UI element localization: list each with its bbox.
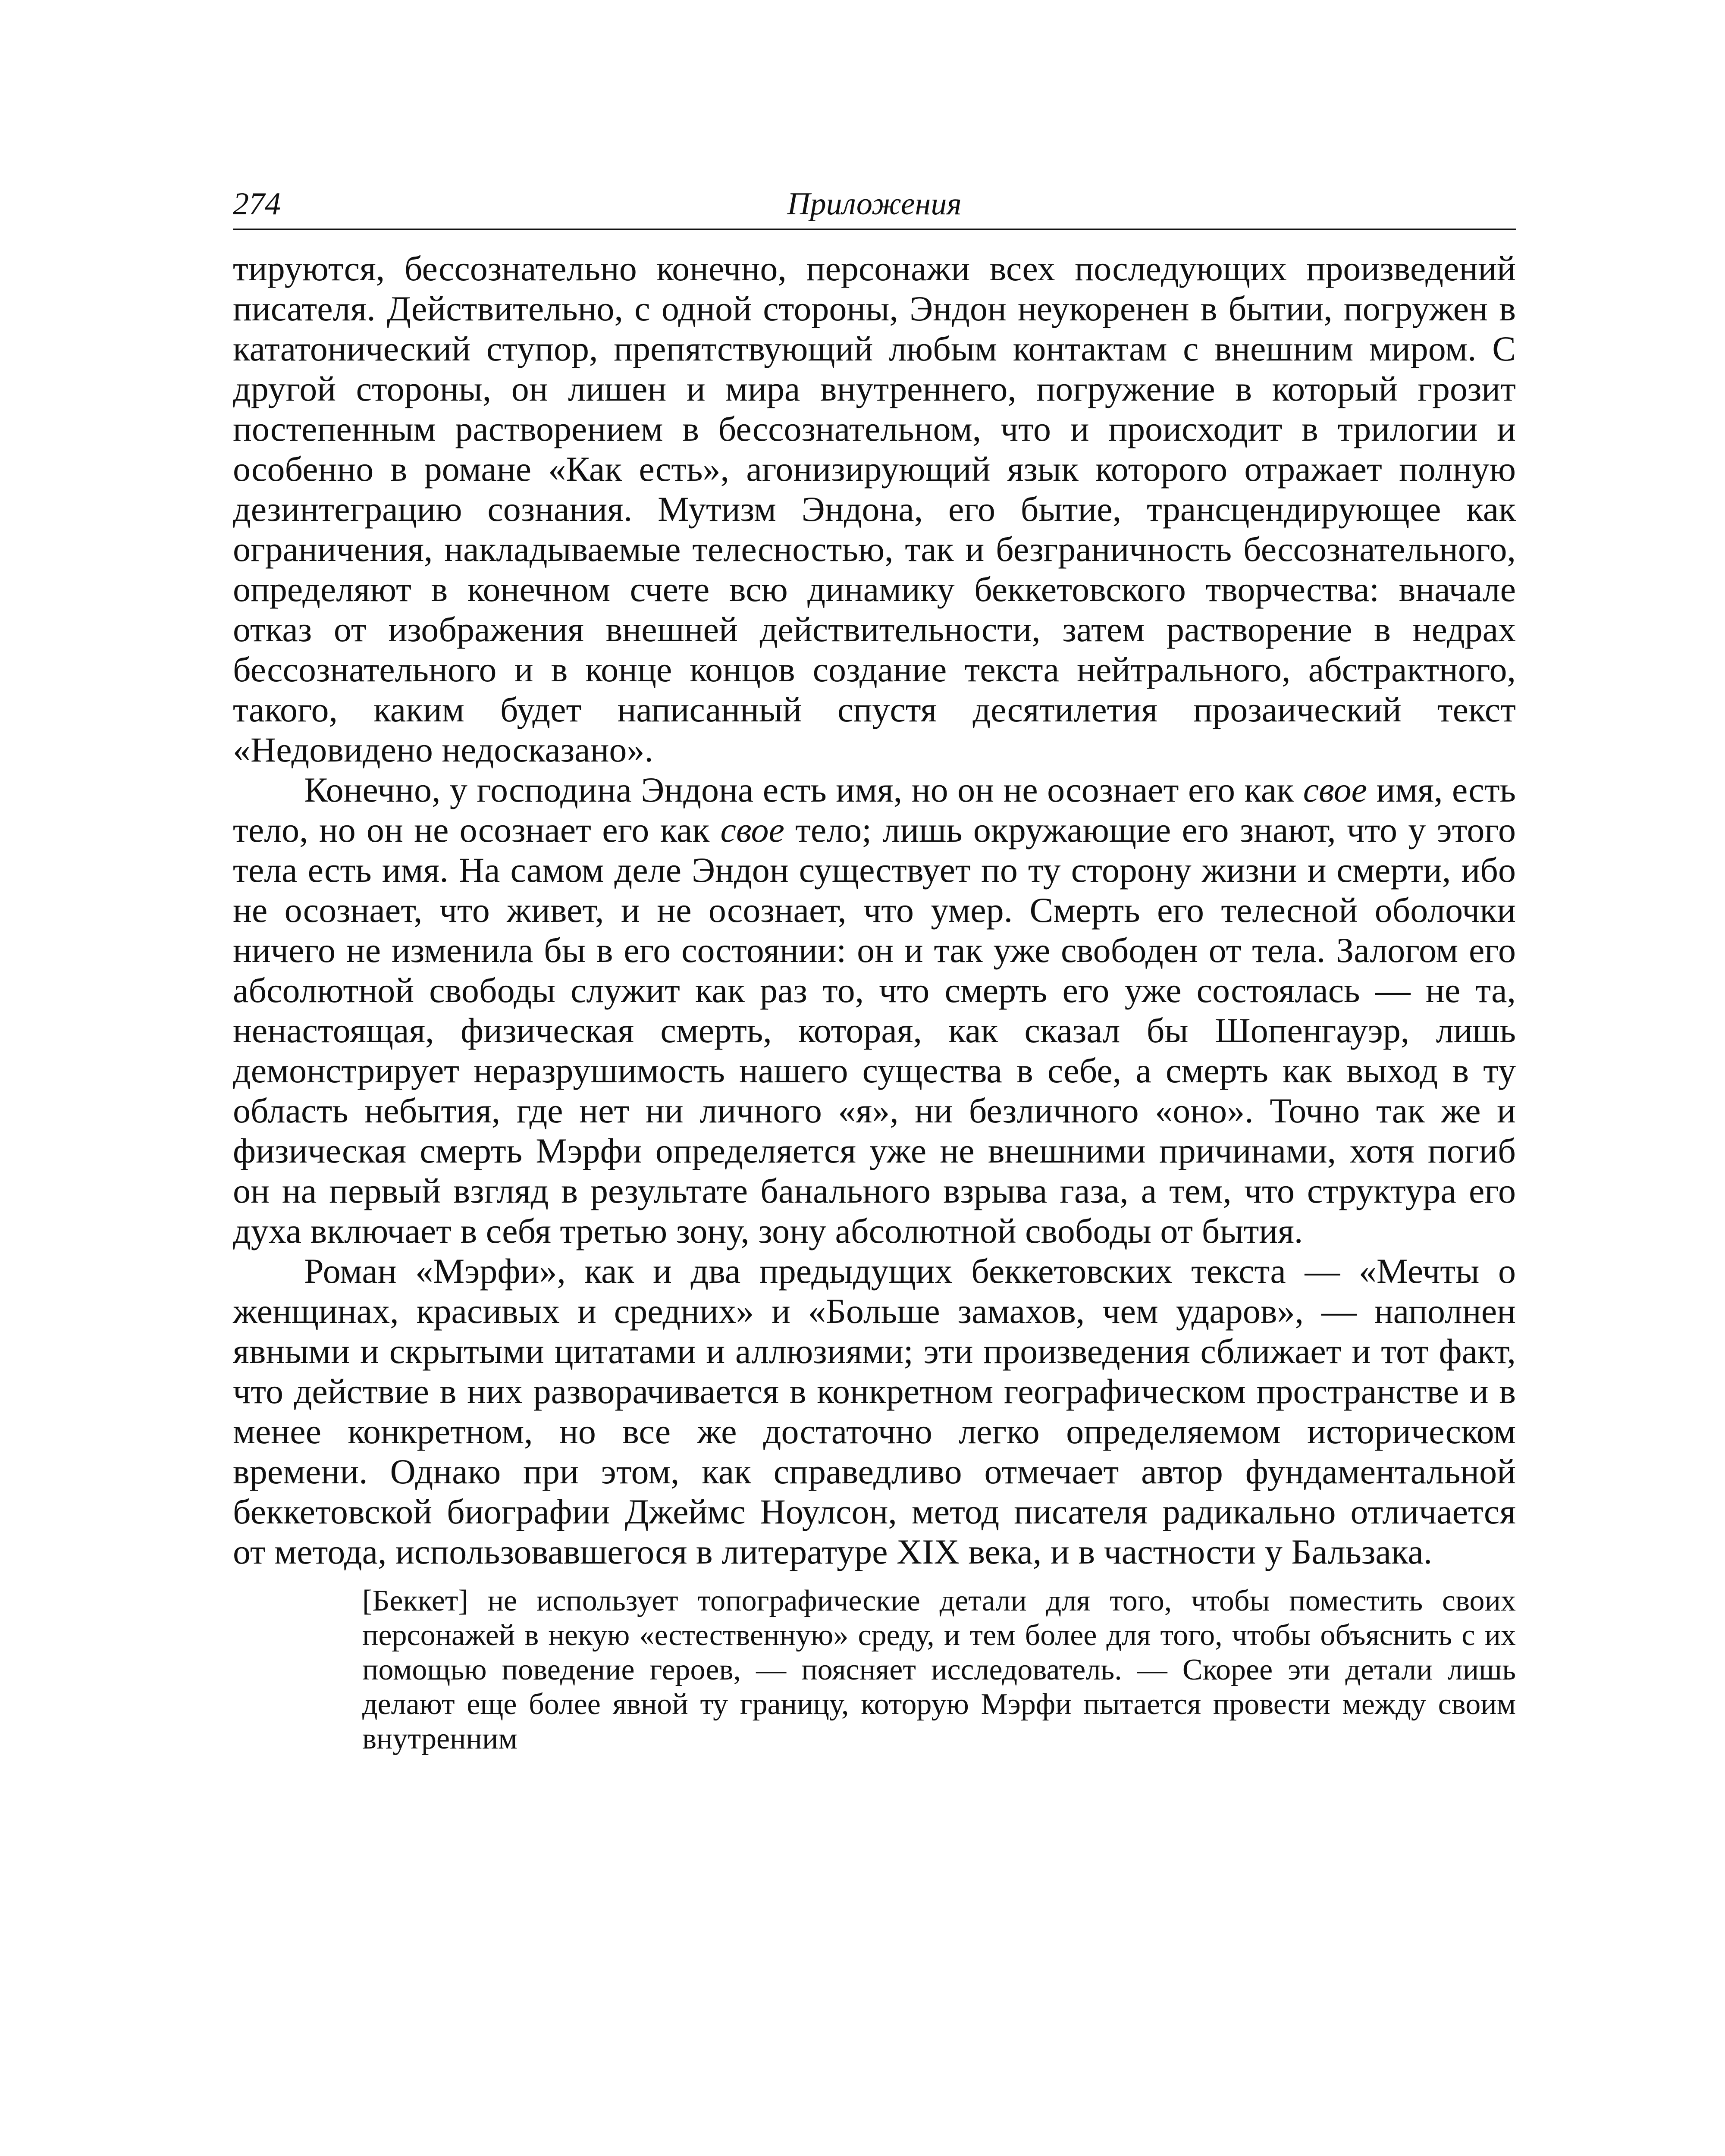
quote-text: [Беккет] не использует топографические детали для того, чтобы поместить своих персонажей в некую «естественную» среду, и тем более для того, чтобы объяснить с их помощью поведение героев, — поясняет исследователь. — Скорее эти детали лишь делают еще более явной ту границу, которую Мэрфи пытается провести между своим внутренним	[362, 1584, 1516, 1755]
paragraph-2-text-3: тело; лишь окружающие его знают, что у этого тела есть имя. На самом деле Эндон существует по ту сторону жизни и смерти, ибо не осознает, что живет, и не осознает, что умер. Смерть его телесной оболочки ничего не изменила бы в его состоянии: он и так уже свободен от тела. Залогом его абсолютной свободы служит как раз то, что смерть его уже состоялась — не та, ненастоящая, физическая смерть, которая, как сказал бы Шопенгауэр, лишь демонстрирует неразрушимость нашего существа в себе, а смерть как выход в ту область небытия, где нет ни личного «я», ни безличного «оно». Точно так же и физическая смерть Мэрфи определяется уже не внешними причинами, хотя погиб он на первый взгляд в результате банального взрыва газа, а тем, что структура его духа включает в себя третью зону, зону абсолютной свободы от бытия.	[233, 810, 1516, 1250]
emphasis-svoe-1: свое	[1303, 770, 1367, 809]
book-page	[233, 181, 1516, 1756]
paragraph-2-text-2: имя, есть тело, но он не осознает его как	[233, 770, 1516, 849]
paragraph-1: тируются, бессознательно конечно, персонажи всех последующих произведений писателя. Действительно, с одной стороны, Эндон неукоренен в бытии, погружен в кататонический ступор, препятствующий любым контактам с внешним миром. С другой стороны, он лишен и мира внутреннего, погружение в который грозит постепенным растворением в бессознательном, что и происходит в трилогии и особенно в романе «Как есть», агонизирующий язык которого отражает полную дезинтеграцию сознания. Мутизм Эндона, его бытие, трансцендирующее как ограничения, накладываемые телесностью, так и безграничность бессознательного, определяют в конечном счете всю динамику беккетовского творчества: вначале отказ от изображения внешней действительности, затем растворение в недрах бессознательного и в конце концов создание текста нейтрального, абстрактного, такого, каким будет написанный спустя десятилетия прозаический текст «Недовидено недосказано».	[233, 249, 1516, 769]
body-text	[233, 248, 1516, 1572]
running-head	[233, 181, 1516, 230]
paragraph-2-text-1: Конечно, у господина Эндона есть имя, но он не осознает его как	[304, 770, 1303, 809]
emphasis-svoe-2: свое	[720, 810, 784, 849]
paragraph-3: Роман «Мэрфи», как и два предыдущих беккетовских текста — «Мечты о женщинах, красивых и средних» и «Больше замахов, чем ударов», — наполнен явными и скрытыми цитатами и аллюзиями; эти произведения сближает и тот факт, что действие в них разворачивается в конкретном географическом пространстве и в менее конкретном, но все же достаточно легко определяемом историческом времени. Однако при этом, как справедливо отмечает автор фундаментальной беккетовской биографии Джеймс Ноулсон, метод писателя радикально отличается от метода, использовавшегося в литературе XIX века, и в частности у Бальзака.	[233, 1251, 1516, 1571]
block-quote	[362, 1584, 1516, 1756]
paragraph-2	[233, 770, 1516, 1251]
section-title: Приложения	[787, 186, 962, 222]
page-number: 274	[233, 186, 281, 222]
